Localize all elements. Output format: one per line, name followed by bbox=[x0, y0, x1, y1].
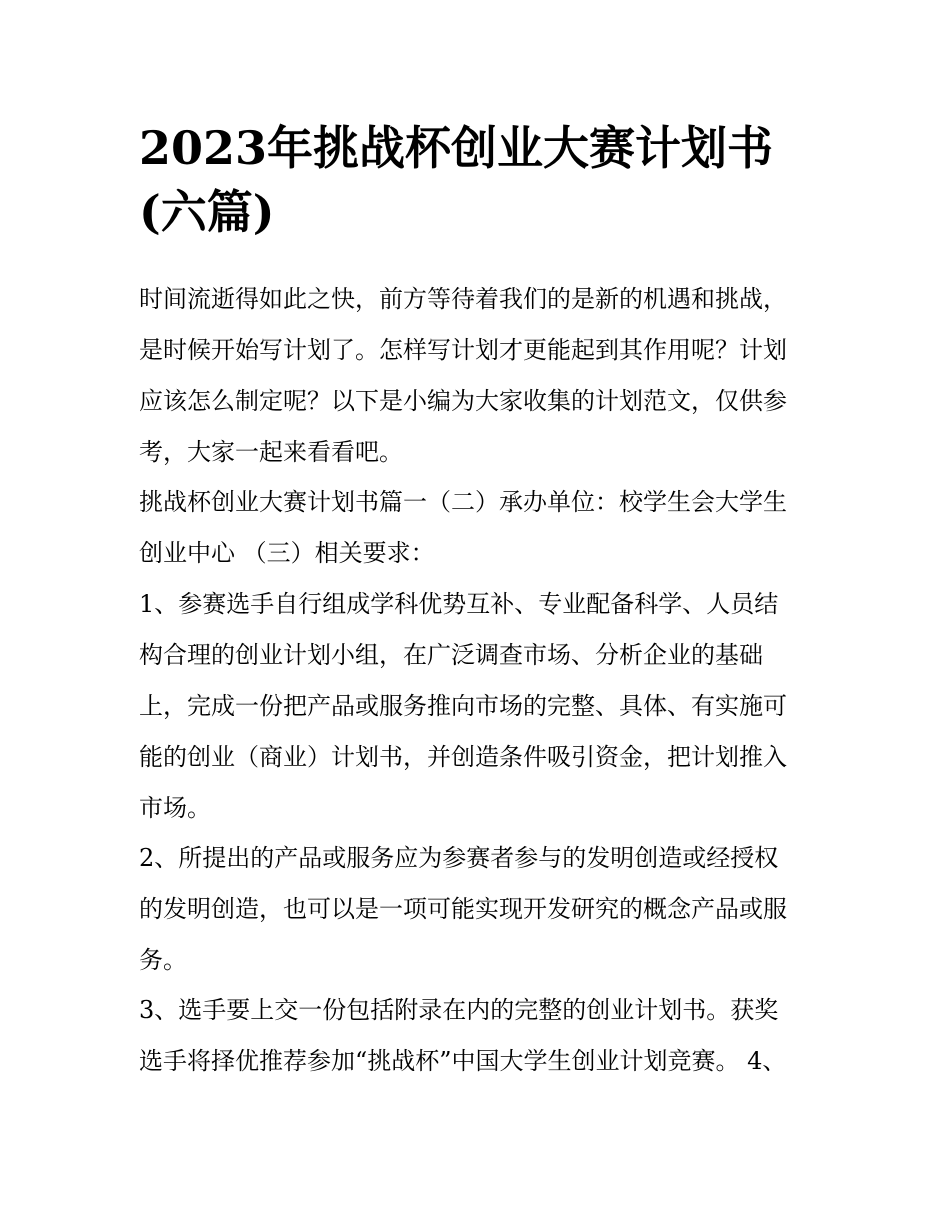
title-line: 2023年挑战杯创业大赛计划书 bbox=[139, 121, 774, 175]
paragraph-line: 是时候开始写计划了。怎样写计划才更能起到其作用呢？计划 bbox=[139, 336, 787, 364]
paragraph-line: 能的创业（商业）计划书，并创造条件吸引资金，把计划推入 bbox=[139, 743, 787, 771]
paragraph-line: 市场。 bbox=[139, 794, 211, 822]
paragraph-line: 3、选手要上交一份包括附录在内的完整的创业计划书。获奖 bbox=[139, 996, 779, 1024]
paragraph-line: 考，大家一起来看看吧。 bbox=[139, 438, 403, 466]
paragraph-line: 时间流逝得如此之快，前方等待着我们的是新的机遇和挑战， bbox=[139, 285, 787, 313]
requirement-1-paragraph bbox=[139, 579, 829, 834]
title-line: (六篇) bbox=[139, 185, 275, 239]
paragraph-line: 应该怎么制定呢？以下是小编为大家收集的计划范文，仅供参 bbox=[139, 387, 787, 415]
paragraph-line: 2、所提出的产品或服务应为参赛者参与的发明创造或经授权 bbox=[139, 844, 779, 872]
document-title bbox=[139, 116, 819, 244]
intro-paragraph bbox=[139, 274, 829, 478]
paragraph-line: 1、参赛选手自行组成学科优势互补、专业配备科学、人员结 bbox=[139, 590, 779, 618]
paragraph-line: 创业中心 （三）相关要求： bbox=[139, 539, 435, 567]
requirement-3-paragraph bbox=[139, 985, 829, 1087]
paragraph-line: 的发明创造，也可以是一项可能实现开发研究的概念产品或服 bbox=[139, 895, 787, 923]
paragraph-line: 上，完成一份把产品或服务推向市场的完整、具体、有实施可 bbox=[139, 692, 787, 720]
section-heading-paragraph bbox=[139, 477, 829, 579]
paragraph-line: 构合理的创业计划小组，在广泛调查市场、分析企业的基础 bbox=[139, 641, 763, 669]
paragraph-line: 选手将择优推荐参加“挑战杯”中国大学生创业计划竞赛。 4、 bbox=[139, 1047, 787, 1075]
paragraph-line: 挑战杯创业大赛计划书篇一（二）承办单位：校学生会大学生 bbox=[139, 488, 787, 516]
requirement-2-paragraph bbox=[139, 833, 829, 986]
paragraph-line: 务。 bbox=[139, 946, 187, 974]
